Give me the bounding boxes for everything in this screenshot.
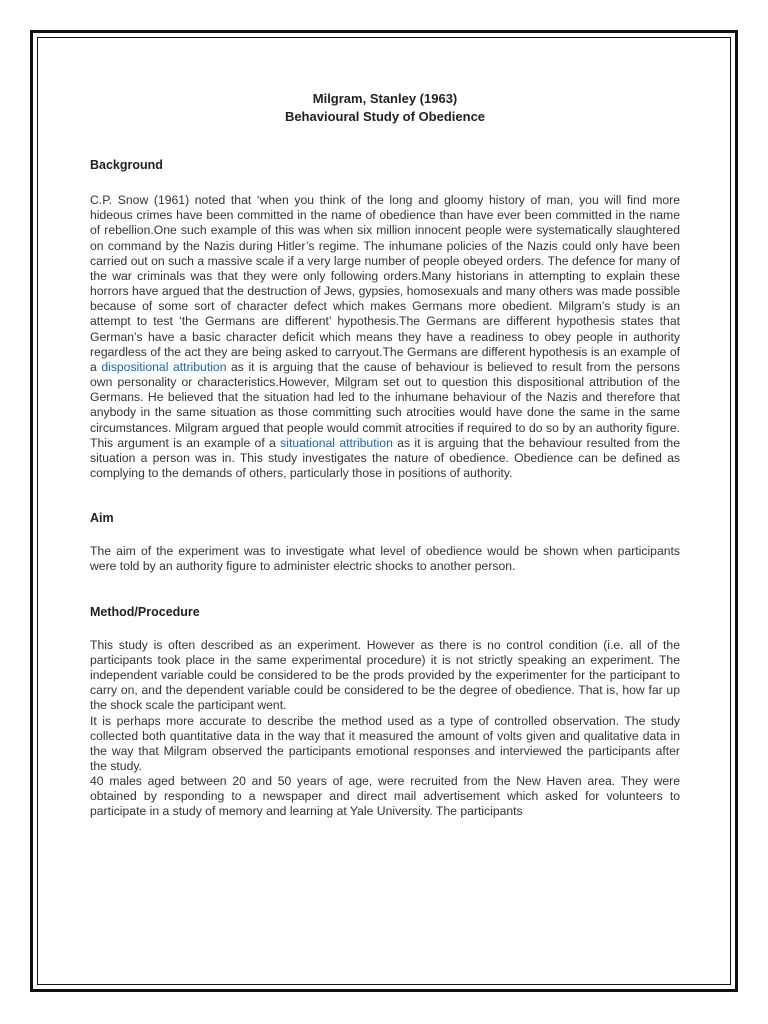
section-heading-aim: Aim xyxy=(90,511,114,526)
section-heading-method: Method/Procedure xyxy=(90,604,200,619)
background-text-3: as it is arguing that the behaviour resulted from the situation a person was in. This study investigates the nature of obedience. Obedience can be defined as complying to the demands of others, particularly those in positions of authority. xyxy=(90,435,680,480)
link-dispositional-attribution[interactable]: dispositional attribution xyxy=(101,359,227,374)
document-content xyxy=(90,90,680,820)
method-paragraph-1: This study is often described as an experiment. However as there is no control condition (i.e. all of the participants took place in the same experimental procedure) it is not strictly speaking an experiment. The independent variable could be considered to be the prods provided by the experimenter for the participant to carry on, and the dependent variable could be considered to be the degree of obedience. That is, how far up the shock scale the participant went. xyxy=(90,637,680,713)
aim-paragraph: The aim of the experiment was to investigate what level of obedience would be shown when participants were told by an authority figure to administer electric shocks to another person. xyxy=(90,544,680,574)
section-heading-background: Background xyxy=(90,158,163,172)
background-text-2: as it is arguing that the cause of behaviour is believed to result from the persons own personality or characteristics.However, Milgram set out to question this dispositional attribution of the Germans. He believed that the situation had led to the inhumane behaviour of the Nazis and therefore that anybody in the same situation as those committing such atrocities would have done the same in the same circumstances. Milgram argued that people would commit atrocities if required to do so by an authority figure. This argument is an example of a xyxy=(90,359,680,450)
method-paragraph-2: It is perhaps more accurate to describe the method used as a type of controlled observation. The study collected both quantitative data in the way that it measured the amount of volts given and qualitative data in the way that Milgram observed the participants emotional responses and interviewed the participants after the study. xyxy=(90,713,680,773)
method-paragraph-3: 40 males aged between 20 and 50 years of age, were recruited from the New Haven area. They were obtained by responding to a newspaper and direct mail advertisement which asked for volunteers to participate in a study of memory and learning at Yale University. The participants xyxy=(90,774,680,819)
background-paragraph xyxy=(90,193,680,481)
background-text-1: C.P. Snow (1961) noted that ‘when you think of the long and gloomy history of man, you will find more hideous crimes have been committed in the name of obedience than have ever been committed in the name of rebellion.One such example of this was when six million innocent people were systematically slaughtered on command by the Nazis during Hitler’s regime. The inhumane policies of the Nazis could only have been carried out on such a massive scale if a very large number of people obeyed orders. The defence for many of the war criminals was that they were only following orders.Many historians in attempting to explain these horrors have argued that the destruction of Jews, gypsies, homosexuals and many others was made possible because of some sort of character defect which makes Germans more obedient. Milgram’s study is an attempt to test ‘the Germans are different’ hypothesis.The Germans are different hypothesis states that German’s have a basic character deficit which means they have a readiness to obey people in authority regardless of the act they are being asked to carryout.The Germans are different hypothesis is an example of a xyxy=(90,193,680,374)
link-situational-attribution[interactable]: situational attribution xyxy=(280,435,393,450)
document-title-author: Milgram, Stanley (1963) xyxy=(312,91,458,106)
document-title: Behavioural Study of Obedience xyxy=(284,109,486,124)
